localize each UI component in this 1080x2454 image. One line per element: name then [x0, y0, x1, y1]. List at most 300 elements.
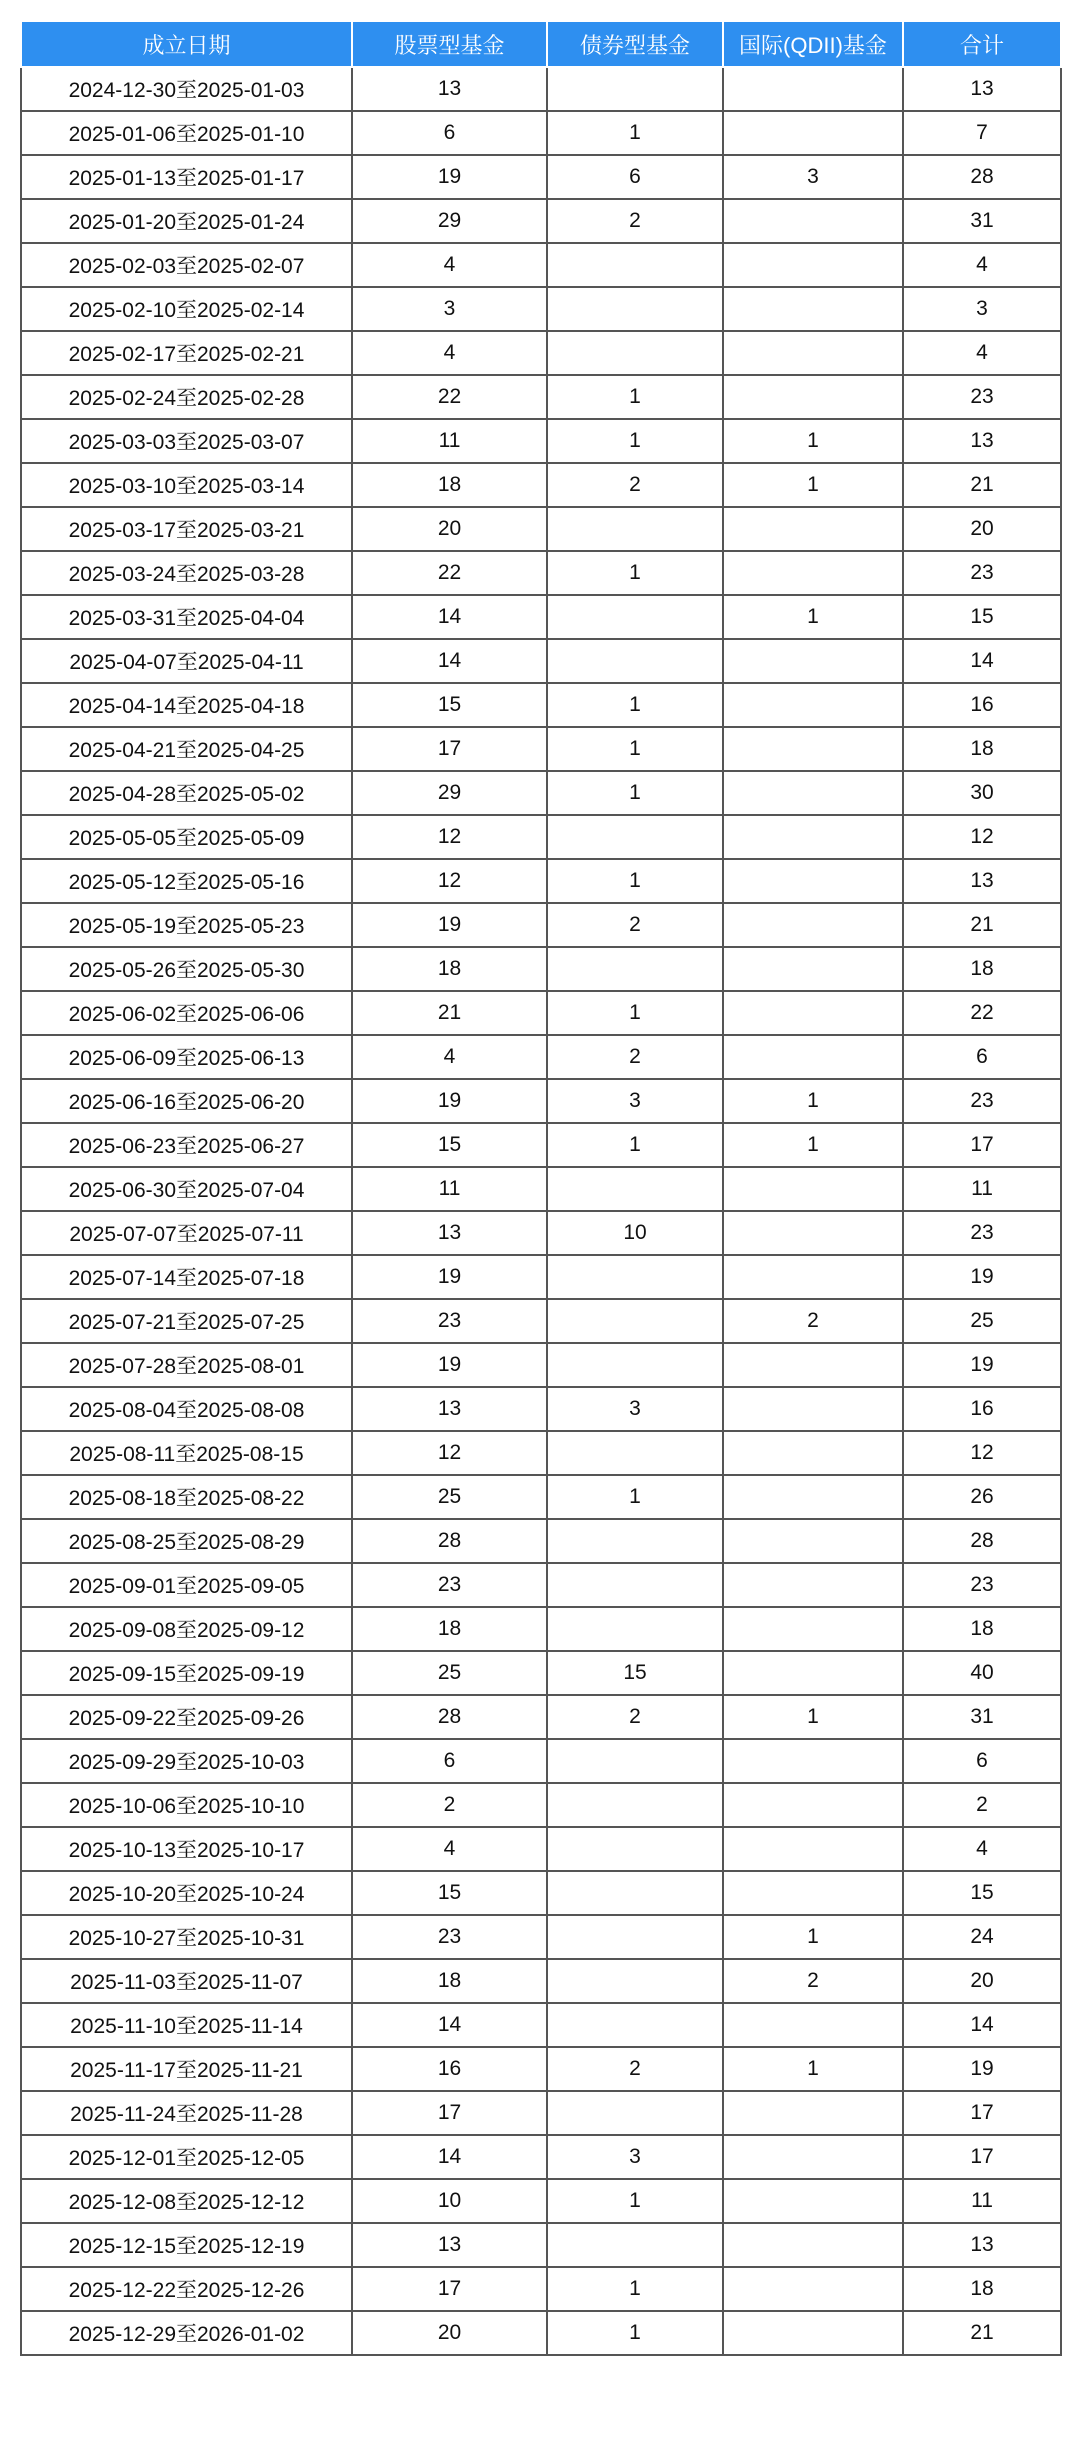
cell-date: 2025-06-30至2025-07-04 — [21, 1167, 352, 1211]
cell-total: 25 — [903, 1299, 1061, 1343]
cell-equity-fund: 16 — [352, 2047, 547, 2091]
cell-date: 2025-04-21至2025-04-25 — [21, 727, 352, 771]
cell-total: 4 — [903, 331, 1061, 375]
cell-date: 2025-08-11至2025-08-15 — [21, 1431, 352, 1475]
cell-total: 7 — [903, 111, 1061, 155]
cell-bond-fund: 1 — [547, 771, 723, 815]
table-row — [21, 1871, 1061, 1915]
cell-date: 2025-12-29至2026-01-02 — [21, 2311, 352, 2355]
cell-qdii-fund — [723, 375, 903, 419]
cell-bond-fund: 2 — [547, 463, 723, 507]
cell-equity-fund: 23 — [352, 1563, 547, 1607]
cell-equity-fund: 17 — [352, 727, 547, 771]
table-row — [21, 2223, 1061, 2267]
cell-total: 24 — [903, 1915, 1061, 1959]
table-row — [21, 1387, 1061, 1431]
table-row — [21, 1783, 1061, 1827]
cell-equity-fund: 17 — [352, 2267, 547, 2311]
cell-bond-fund: 15 — [547, 1651, 723, 1695]
cell-equity-fund: 14 — [352, 2003, 547, 2047]
cell-date: 2025-11-24至2025-11-28 — [21, 2091, 352, 2135]
cell-bond-fund — [547, 243, 723, 287]
cell-total: 31 — [903, 199, 1061, 243]
cell-date: 2025-02-17至2025-02-21 — [21, 331, 352, 375]
cell-bond-fund — [547, 1563, 723, 1607]
table-row — [21, 1255, 1061, 1299]
cell-bond-fund — [547, 287, 723, 331]
cell-equity-fund: 6 — [352, 111, 547, 155]
header-total: 合计 — [903, 21, 1061, 67]
cell-equity-fund: 4 — [352, 1035, 547, 1079]
cell-date: 2025-05-19至2025-05-23 — [21, 903, 352, 947]
cell-date: 2025-10-06至2025-10-10 — [21, 1783, 352, 1827]
cell-date: 2025-04-14至2025-04-18 — [21, 683, 352, 727]
cell-qdii-fund — [723, 771, 903, 815]
cell-total: 12 — [903, 815, 1061, 859]
cell-bond-fund — [547, 2223, 723, 2267]
cell-date: 2025-08-18至2025-08-22 — [21, 1475, 352, 1519]
table-row — [21, 1431, 1061, 1475]
cell-date: 2025-09-08至2025-09-12 — [21, 1607, 352, 1651]
header-equity-fund: 股票型基金 — [352, 21, 547, 67]
cell-total: 13 — [903, 2223, 1061, 2267]
cell-equity-fund: 14 — [352, 639, 547, 683]
cell-total: 21 — [903, 2311, 1061, 2355]
cell-bond-fund: 2 — [547, 1695, 723, 1739]
cell-qdii-fund — [723, 1827, 903, 1871]
table-row — [21, 903, 1061, 947]
cell-equity-fund: 29 — [352, 199, 547, 243]
cell-total: 6 — [903, 1035, 1061, 1079]
cell-total: 15 — [903, 1871, 1061, 1915]
cell-qdii-fund — [723, 2135, 903, 2179]
table-row — [21, 199, 1061, 243]
cell-total: 14 — [903, 639, 1061, 683]
cell-total: 12 — [903, 1431, 1061, 1475]
cell-bond-fund — [547, 947, 723, 991]
cell-bond-fund — [547, 595, 723, 639]
cell-date: 2025-03-24至2025-03-28 — [21, 551, 352, 595]
cell-bond-fund: 2 — [547, 199, 723, 243]
cell-bond-fund: 1 — [547, 991, 723, 1035]
cell-equity-fund: 12 — [352, 815, 547, 859]
cell-qdii-fund — [723, 815, 903, 859]
table-row — [21, 1299, 1061, 1343]
table-row — [21, 2003, 1061, 2047]
table-row — [21, 815, 1061, 859]
table-header-row — [21, 21, 1061, 67]
cell-qdii-fund — [723, 1563, 903, 1607]
cell-qdii-fund — [723, 507, 903, 551]
cell-bond-fund — [547, 1827, 723, 1871]
cell-bond-fund — [547, 2003, 723, 2047]
table-row — [21, 67, 1061, 111]
cell-qdii-fund — [723, 199, 903, 243]
table-row — [21, 155, 1061, 199]
cell-total: 28 — [903, 1519, 1061, 1563]
table-row — [21, 2267, 1061, 2311]
cell-total: 11 — [903, 1167, 1061, 1211]
cell-qdii-fund — [723, 639, 903, 683]
cell-total: 21 — [903, 903, 1061, 947]
cell-equity-fund: 23 — [352, 1915, 547, 1959]
cell-qdii-fund — [723, 1431, 903, 1475]
cell-qdii-fund: 1 — [723, 595, 903, 639]
table-row — [21, 287, 1061, 331]
cell-date: 2025-02-10至2025-02-14 — [21, 287, 352, 331]
cell-date: 2025-10-20至2025-10-24 — [21, 1871, 352, 1915]
table-row — [21, 331, 1061, 375]
cell-qdii-fund — [723, 947, 903, 991]
cell-equity-fund: 13 — [352, 1211, 547, 1255]
cell-bond-fund — [547, 1299, 723, 1343]
cell-total: 19 — [903, 1255, 1061, 1299]
table-row — [21, 1079, 1061, 1123]
cell-total: 16 — [903, 683, 1061, 727]
cell-total: 18 — [903, 1607, 1061, 1651]
cell-bond-fund — [547, 1167, 723, 1211]
cell-qdii-fund — [723, 1035, 903, 1079]
cell-equity-fund: 18 — [352, 463, 547, 507]
table-row — [21, 1123, 1061, 1167]
cell-date: 2025-04-28至2025-05-02 — [21, 771, 352, 815]
table-row — [21, 419, 1061, 463]
cell-equity-fund: 19 — [352, 1255, 547, 1299]
cell-bond-fund: 10 — [547, 1211, 723, 1255]
cell-qdii-fund — [723, 2003, 903, 2047]
table-row — [21, 111, 1061, 155]
fund-establishment-table — [20, 20, 1062, 2356]
table-row — [21, 1739, 1061, 1783]
cell-bond-fund — [547, 639, 723, 683]
cell-date: 2025-07-28至2025-08-01 — [21, 1343, 352, 1387]
cell-bond-fund: 1 — [547, 2179, 723, 2223]
cell-qdii-fund — [723, 1387, 903, 1431]
cell-equity-fund: 12 — [352, 1431, 547, 1475]
cell-bond-fund — [547, 507, 723, 551]
cell-qdii-fund — [723, 2179, 903, 2223]
cell-qdii-fund — [723, 1739, 903, 1783]
cell-date: 2025-11-10至2025-11-14 — [21, 2003, 352, 2047]
cell-equity-fund: 19 — [352, 1079, 547, 1123]
cell-qdii-fund: 1 — [723, 1079, 903, 1123]
cell-date: 2025-10-13至2025-10-17 — [21, 1827, 352, 1871]
table-row — [21, 1959, 1061, 2003]
cell-date: 2025-03-31至2025-04-04 — [21, 595, 352, 639]
cell-equity-fund: 22 — [352, 375, 547, 419]
cell-total: 17 — [903, 2135, 1061, 2179]
cell-total: 2 — [903, 1783, 1061, 1827]
table-row — [21, 2311, 1061, 2355]
cell-qdii-fund: 2 — [723, 1959, 903, 2003]
cell-date: 2025-06-09至2025-06-13 — [21, 1035, 352, 1079]
cell-equity-fund: 2 — [352, 1783, 547, 1827]
cell-bond-fund: 2 — [547, 903, 723, 947]
cell-total: 16 — [903, 1387, 1061, 1431]
cell-qdii-fund — [723, 1871, 903, 1915]
cell-total: 23 — [903, 1079, 1061, 1123]
cell-qdii-fund — [723, 859, 903, 903]
cell-bond-fund: 1 — [547, 551, 723, 595]
header-qdii-fund: 国际(QDII)基金 — [723, 21, 903, 67]
cell-qdii-fund: 2 — [723, 1299, 903, 1343]
cell-equity-fund: 10 — [352, 2179, 547, 2223]
table-row — [21, 1563, 1061, 1607]
cell-total: 19 — [903, 1343, 1061, 1387]
cell-total: 40 — [903, 1651, 1061, 1695]
cell-bond-fund: 1 — [547, 683, 723, 727]
cell-qdii-fund: 1 — [723, 1123, 903, 1167]
cell-date: 2025-05-12至2025-05-16 — [21, 859, 352, 903]
table-row — [21, 2091, 1061, 2135]
table-row — [21, 1915, 1061, 1959]
cell-total: 19 — [903, 2047, 1061, 2091]
cell-date: 2025-03-03至2025-03-07 — [21, 419, 352, 463]
table-row — [21, 507, 1061, 551]
table-row — [21, 1343, 1061, 1387]
header-date: 成立日期 — [21, 21, 352, 67]
cell-equity-fund: 19 — [352, 155, 547, 199]
cell-equity-fund: 20 — [352, 2311, 547, 2355]
cell-bond-fund: 1 — [547, 2267, 723, 2311]
table-row — [21, 243, 1061, 287]
cell-qdii-fund — [723, 1475, 903, 1519]
cell-date: 2025-07-07至2025-07-11 — [21, 1211, 352, 1255]
cell-bond-fund — [547, 1431, 723, 1475]
cell-date: 2025-09-29至2025-10-03 — [21, 1739, 352, 1783]
cell-bond-fund: 2 — [547, 2047, 723, 2091]
cell-date: 2025-12-15至2025-12-19 — [21, 2223, 352, 2267]
cell-equity-fund: 4 — [352, 243, 547, 287]
cell-total: 30 — [903, 771, 1061, 815]
cell-date: 2025-01-06至2025-01-10 — [21, 111, 352, 155]
cell-bond-fund — [547, 1343, 723, 1387]
table-row — [21, 463, 1061, 507]
table-row — [21, 947, 1061, 991]
cell-date: 2025-12-01至2025-12-05 — [21, 2135, 352, 2179]
table-row — [21, 1167, 1061, 1211]
cell-qdii-fund — [723, 727, 903, 771]
cell-bond-fund — [547, 1607, 723, 1651]
cell-date: 2025-01-20至2025-01-24 — [21, 199, 352, 243]
cell-qdii-fund: 1 — [723, 1695, 903, 1739]
cell-equity-fund: 4 — [352, 331, 547, 375]
cell-date: 2025-07-21至2025-07-25 — [21, 1299, 352, 1343]
cell-qdii-fund — [723, 2091, 903, 2135]
cell-bond-fund — [547, 1783, 723, 1827]
table-row — [21, 1827, 1061, 1871]
table-row — [21, 639, 1061, 683]
cell-equity-fund: 22 — [352, 551, 547, 595]
cell-equity-fund: 3 — [352, 287, 547, 331]
cell-bond-fund — [547, 1255, 723, 1299]
cell-equity-fund: 19 — [352, 903, 547, 947]
cell-total: 18 — [903, 2267, 1061, 2311]
cell-bond-fund: 1 — [547, 727, 723, 771]
cell-total: 13 — [903, 859, 1061, 903]
cell-date: 2025-09-15至2025-09-19 — [21, 1651, 352, 1695]
cell-qdii-fund — [723, 243, 903, 287]
cell-bond-fund: 1 — [547, 375, 723, 419]
cell-qdii-fund — [723, 2267, 903, 2311]
cell-qdii-fund: 1 — [723, 463, 903, 507]
cell-equity-fund: 4 — [352, 1827, 547, 1871]
cell-equity-fund: 6 — [352, 1739, 547, 1783]
cell-total: 20 — [903, 1959, 1061, 2003]
cell-qdii-fund — [723, 1167, 903, 1211]
cell-bond-fund — [547, 2091, 723, 2135]
cell-bond-fund: 3 — [547, 1079, 723, 1123]
cell-qdii-fund — [723, 331, 903, 375]
table-row — [21, 1211, 1061, 1255]
cell-qdii-fund — [723, 1255, 903, 1299]
cell-total: 4 — [903, 243, 1061, 287]
cell-bond-fund: 1 — [547, 419, 723, 463]
cell-date: 2025-11-03至2025-11-07 — [21, 1959, 352, 2003]
cell-bond-fund: 3 — [547, 2135, 723, 2179]
cell-qdii-fund — [723, 903, 903, 947]
cell-bond-fund — [547, 1959, 723, 2003]
cell-bond-fund: 1 — [547, 2311, 723, 2355]
cell-date: 2025-09-22至2025-09-26 — [21, 1695, 352, 1739]
header-bond-fund: 债券型基金 — [547, 21, 723, 67]
cell-total: 14 — [903, 2003, 1061, 2047]
table-row — [21, 771, 1061, 815]
cell-qdii-fund — [723, 683, 903, 727]
table-row — [21, 1607, 1061, 1651]
cell-total: 13 — [903, 67, 1061, 111]
cell-total: 23 — [903, 375, 1061, 419]
cell-equity-fund: 14 — [352, 595, 547, 639]
cell-bond-fund — [547, 331, 723, 375]
cell-total: 15 — [903, 595, 1061, 639]
table-row — [21, 2047, 1061, 2091]
table-row — [21, 1651, 1061, 1695]
table-row — [21, 1035, 1061, 1079]
table-row — [21, 595, 1061, 639]
cell-date: 2025-02-03至2025-02-07 — [21, 243, 352, 287]
cell-equity-fund: 20 — [352, 507, 547, 551]
cell-date: 2025-04-07至2025-04-11 — [21, 639, 352, 683]
cell-equity-fund: 11 — [352, 419, 547, 463]
cell-equity-fund: 28 — [352, 1519, 547, 1563]
table-row — [21, 2179, 1061, 2223]
cell-date: 2025-11-17至2025-11-21 — [21, 2047, 352, 2091]
cell-qdii-fund — [723, 1343, 903, 1387]
cell-qdii-fund: 1 — [723, 2047, 903, 2091]
cell-date: 2025-09-01至2025-09-05 — [21, 1563, 352, 1607]
cell-qdii-fund: 3 — [723, 155, 903, 199]
cell-bond-fund: 2 — [547, 1035, 723, 1079]
cell-date: 2025-01-13至2025-01-17 — [21, 155, 352, 199]
cell-total: 26 — [903, 1475, 1061, 1519]
table-row — [21, 859, 1061, 903]
cell-bond-fund: 6 — [547, 155, 723, 199]
fund-table-container — [20, 20, 1060, 2356]
cell-qdii-fund — [723, 287, 903, 331]
table-row — [21, 1519, 1061, 1563]
cell-date: 2025-07-14至2025-07-18 — [21, 1255, 352, 1299]
cell-total: 13 — [903, 419, 1061, 463]
cell-equity-fund: 23 — [352, 1299, 547, 1343]
cell-total: 23 — [903, 1211, 1061, 1255]
cell-date: 2025-06-02至2025-06-06 — [21, 991, 352, 1035]
cell-total: 17 — [903, 2091, 1061, 2135]
cell-date: 2025-05-26至2025-05-30 — [21, 947, 352, 991]
cell-qdii-fund — [723, 67, 903, 111]
cell-qdii-fund — [723, 1211, 903, 1255]
cell-equity-fund: 21 — [352, 991, 547, 1035]
cell-total: 17 — [903, 1123, 1061, 1167]
cell-equity-fund: 25 — [352, 1651, 547, 1695]
cell-bond-fund: 1 — [547, 1123, 723, 1167]
cell-qdii-fund — [723, 2311, 903, 2355]
cell-total: 4 — [903, 1827, 1061, 1871]
cell-qdii-fund — [723, 991, 903, 1035]
cell-date: 2025-12-08至2025-12-12 — [21, 2179, 352, 2223]
cell-qdii-fund: 1 — [723, 1915, 903, 1959]
cell-date: 2025-06-16至2025-06-20 — [21, 1079, 352, 1123]
cell-total: 11 — [903, 2179, 1061, 2223]
table-row — [21, 683, 1061, 727]
cell-date: 2025-02-24至2025-02-28 — [21, 375, 352, 419]
cell-date: 2025-03-17至2025-03-21 — [21, 507, 352, 551]
table-row — [21, 991, 1061, 1035]
cell-qdii-fund — [723, 1783, 903, 1827]
cell-total: 23 — [903, 1563, 1061, 1607]
cell-qdii-fund: 1 — [723, 419, 903, 463]
cell-qdii-fund — [723, 551, 903, 595]
table-row — [21, 727, 1061, 771]
table-row — [21, 551, 1061, 595]
cell-bond-fund — [547, 1739, 723, 1783]
cell-total: 3 — [903, 287, 1061, 331]
cell-total: 20 — [903, 507, 1061, 551]
cell-equity-fund: 13 — [352, 1387, 547, 1431]
cell-equity-fund: 15 — [352, 1871, 547, 1915]
cell-date: 2025-08-25至2025-08-29 — [21, 1519, 352, 1563]
cell-equity-fund: 13 — [352, 67, 547, 111]
cell-qdii-fund — [723, 1651, 903, 1695]
cell-equity-fund: 15 — [352, 1123, 547, 1167]
table-row — [21, 2135, 1061, 2179]
cell-equity-fund: 11 — [352, 1167, 547, 1211]
cell-qdii-fund — [723, 1607, 903, 1651]
cell-date: 2025-08-04至2025-08-08 — [21, 1387, 352, 1431]
table-body — [21, 67, 1061, 2355]
cell-equity-fund: 18 — [352, 1607, 547, 1651]
table-row — [21, 1695, 1061, 1739]
cell-equity-fund: 25 — [352, 1475, 547, 1519]
cell-date: 2025-03-10至2025-03-14 — [21, 463, 352, 507]
cell-equity-fund: 17 — [352, 2091, 547, 2135]
cell-bond-fund: 1 — [547, 111, 723, 155]
cell-bond-fund — [547, 67, 723, 111]
cell-equity-fund: 29 — [352, 771, 547, 815]
cell-total: 18 — [903, 947, 1061, 991]
cell-equity-fund: 28 — [352, 1695, 547, 1739]
cell-bond-fund: 1 — [547, 1475, 723, 1519]
cell-equity-fund: 14 — [352, 2135, 547, 2179]
cell-qdii-fund — [723, 1519, 903, 1563]
cell-bond-fund — [547, 815, 723, 859]
cell-equity-fund: 18 — [352, 947, 547, 991]
cell-total: 31 — [903, 1695, 1061, 1739]
cell-total: 6 — [903, 1739, 1061, 1783]
table-row — [21, 1475, 1061, 1519]
cell-total: 28 — [903, 155, 1061, 199]
cell-bond-fund: 3 — [547, 1387, 723, 1431]
